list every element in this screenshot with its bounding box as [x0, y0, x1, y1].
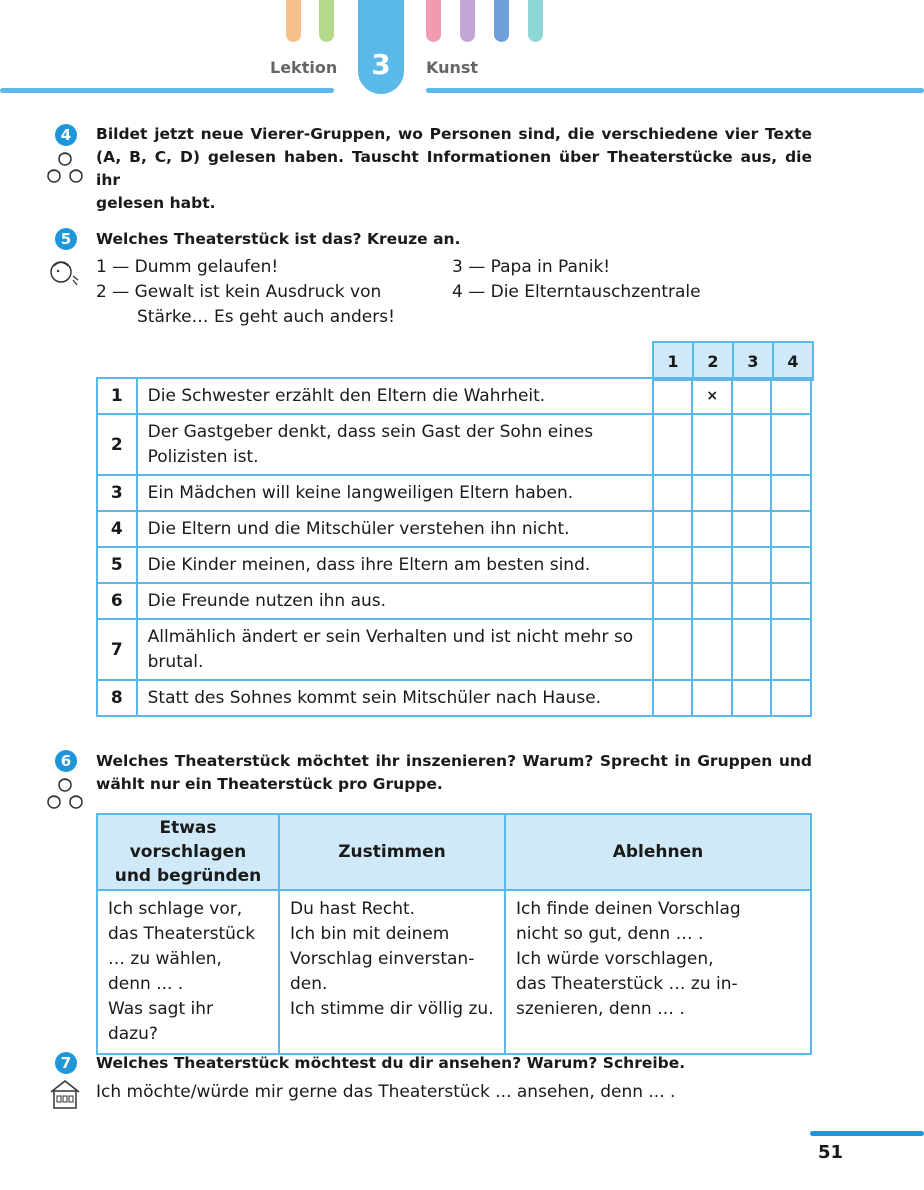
task-7-sentence: Ich möchte/würde mir gerne das Theaterstück ... ansehen, denn ... .: [96, 1082, 676, 1102]
task-6-number: 6: [55, 750, 77, 772]
suggest-phrases: [97, 890, 279, 1054]
checkbox-cell[interactable]: [732, 680, 771, 716]
header-tab-4: [460, 0, 475, 42]
phrase-line: Ich finde deinen Vorschlag: [516, 899, 741, 919]
checkbox-cell[interactable]: [771, 547, 811, 583]
task-7-number: 7: [55, 1052, 77, 1074]
row-statement: Allmählich ändert er sein Verhalten und ist nicht mehr so brutal.: [137, 619, 653, 680]
checkbox-cell[interactable]: [732, 475, 771, 511]
row-statement: Der Gastgeber denkt, dass sein Gast der Sohn eines Polizisten ist.: [137, 414, 653, 475]
header-tab-6: [528, 0, 543, 42]
row-statement: Statt des Sohnes kommt sein Mitschüler nach Hause.: [137, 680, 653, 716]
lektion-label: Lektion: [270, 58, 338, 77]
checkbox-cell[interactable]: [771, 475, 811, 511]
phrase-line: Ich stimme dir völlig zu.: [290, 999, 494, 1019]
checkbox-cell[interactable]: [771, 619, 811, 680]
table-row: [97, 583, 811, 619]
play-4: 4 — Die Elterntauschzentrale: [452, 282, 701, 302]
col-header-3: 3: [733, 342, 773, 380]
phrase-line: Ich schlage vor,: [108, 899, 243, 919]
checkbox-cell[interactable]: [732, 619, 771, 680]
table-row: [97, 475, 811, 511]
phrase-line: das Theaterstück: [108, 924, 256, 944]
row-statement: Die Kinder meinen, dass ihre Eltern am besten sind.: [137, 547, 653, 583]
checkbox-cell[interactable]: [771, 680, 811, 716]
checkbox-cell[interactable]: [692, 511, 732, 547]
row-statement: Die Eltern und die Mitschüler verstehen ihn nicht.: [137, 511, 653, 547]
task-6-text: [96, 750, 812, 796]
row-statement: Die Schwester erzählt den Eltern die Wahrheit.: [137, 378, 653, 414]
checkbox-cell[interactable]: [692, 619, 732, 680]
table-row: [97, 511, 811, 547]
phrase-line: … zu wählen,: [108, 949, 222, 969]
col-header-4: 4: [773, 342, 813, 380]
row-statement: Die Freunde nutzen ihn aus.: [137, 583, 653, 619]
checkbox-cell[interactable]: [653, 547, 692, 583]
checkbox-cell[interactable]: [771, 378, 811, 414]
checkbox-cell[interactable]: [732, 378, 771, 414]
task-4-line-3: gelesen habt.: [96, 194, 216, 212]
header-tab-5: [494, 0, 509, 42]
agree-phrases: [279, 890, 505, 1054]
checkbox-cell[interactable]: [771, 414, 811, 475]
lesson-number: 3: [371, 48, 391, 81]
phrase-line: nicht so gut, denn … .: [516, 924, 704, 944]
phrase-line: Du hast Recht.: [290, 899, 416, 919]
table-row: [97, 547, 811, 583]
checkbox-cell[interactable]: [692, 414, 732, 475]
phrase-line: denn ... .: [108, 974, 184, 994]
homework-house-icon: [48, 1078, 82, 1110]
task-6-line-1: Welches Theaterstück möchtet ihr inszenieren? Warum? Sprecht in Gruppen und: [96, 752, 812, 770]
phrase-line: Was sagt ihr dazu?: [108, 999, 214, 1044]
task-5-column-header: [652, 341, 814, 381]
checkbox-cell[interactable]: [653, 680, 692, 716]
row-number: 8: [97, 680, 137, 716]
row-number: 1: [97, 378, 137, 414]
phrase-line: Ich bin mit deinem: [290, 924, 450, 944]
checkbox-cell[interactable]: [692, 680, 732, 716]
task-4-text: [96, 123, 812, 215]
row-statement: Ein Mädchen will keine langweiligen Eltern haben.: [137, 475, 653, 511]
task-6-line-2: wählt nur ein Theaterstück pro Gruppe.: [96, 775, 443, 793]
table-row: [97, 378, 811, 414]
row-number: 7: [97, 619, 137, 680]
checkbox-cell[interactable]: [732, 583, 771, 619]
reading-icon: [46, 258, 82, 288]
phrase-line: Ich würde vorschlagen,: [516, 949, 714, 969]
checkbox-cell[interactable]: [692, 583, 732, 619]
checkbox-cell[interactable]: [771, 583, 811, 619]
checkbox-cell[interactable]: [653, 583, 692, 619]
header-suggest: [97, 814, 279, 890]
header-tab-1: [286, 0, 301, 42]
play-3: 3 — Papa in Panik!: [452, 257, 611, 277]
row-number: 4: [97, 511, 137, 547]
checkbox-cell[interactable]: [732, 511, 771, 547]
table-row: [97, 619, 811, 680]
task-4-number: 4: [55, 124, 77, 146]
page-number: 51: [818, 1142, 844, 1163]
header-agree: Zustimmen: [279, 814, 505, 890]
play-1: 1 — Dumm gelaufen!: [96, 257, 279, 277]
topic-label: Kunst: [426, 58, 479, 77]
header-tab-2: [319, 0, 334, 42]
play-2-line-2: Stärke… Es geht auch anders!: [137, 307, 395, 327]
row-number: 3: [97, 475, 137, 511]
checkbox-cell[interactable]: [692, 475, 732, 511]
task-5-title: Welches Theaterstück ist das? Kreuze an.: [96, 230, 461, 248]
task-4-line-1: Bildet jetzt neue Vierer-Gruppen, wo Personen sind, die verschiedene vier Texte: [96, 125, 812, 143]
footer-rule: [810, 1131, 924, 1136]
reject-phrases: [505, 890, 811, 1054]
group-work-icon: [44, 776, 86, 812]
table-row: [97, 414, 811, 475]
checkbox-cell[interactable]: ×: [692, 378, 732, 414]
header-suggest-line-1: Etwas vorschlagen: [129, 818, 247, 862]
row-number: 2: [97, 414, 137, 475]
col-header-1: 1: [653, 342, 693, 380]
checkbox-cell[interactable]: [653, 475, 692, 511]
phrase-line: den.: [290, 974, 328, 994]
checkbox-cell[interactable]: [732, 547, 771, 583]
header-rule-right: [426, 88, 924, 93]
task-5-table: [96, 377, 812, 717]
group-work-icon: [44, 150, 86, 186]
checkbox-cell[interactable]: [653, 511, 692, 547]
checkbox-cell[interactable]: [692, 547, 732, 583]
phrases-table: [96, 813, 812, 1055]
header-rule-left: [0, 88, 334, 93]
phrase-line: szenieren, denn … .: [516, 999, 685, 1019]
row-number: 5: [97, 547, 137, 583]
checkbox-cell[interactable]: [653, 378, 692, 414]
task-4-line-2: (A, B, C, D) gelesen haben. Tauscht Informationen über Theaterstücke aus, die ihr: [96, 148, 812, 189]
table-row: [97, 680, 811, 716]
checkbox-cell[interactable]: [653, 619, 692, 680]
col-header-2: 2: [693, 342, 733, 380]
header-reject: Ablehnen: [505, 814, 811, 890]
task-5-number: 5: [55, 228, 77, 250]
phrase-line: das Theaterstück … zu in-: [516, 974, 738, 994]
checkbox-cell[interactable]: [771, 511, 811, 547]
row-number: 6: [97, 583, 137, 619]
task-7-title: Welches Theaterstück möchtest du dir ansehen? Warum? Schreibe.: [96, 1054, 686, 1072]
checkbox-cell[interactable]: [732, 414, 771, 475]
phrase-line: Vorschlag einverstan-: [290, 949, 475, 969]
header-tab-3: [426, 0, 441, 42]
play-2-line-1: 2 — Gewalt ist kein Ausdruck von: [96, 282, 382, 302]
header-suggest-line-2: und begründen: [114, 866, 262, 886]
checkbox-cell[interactable]: [653, 414, 692, 475]
